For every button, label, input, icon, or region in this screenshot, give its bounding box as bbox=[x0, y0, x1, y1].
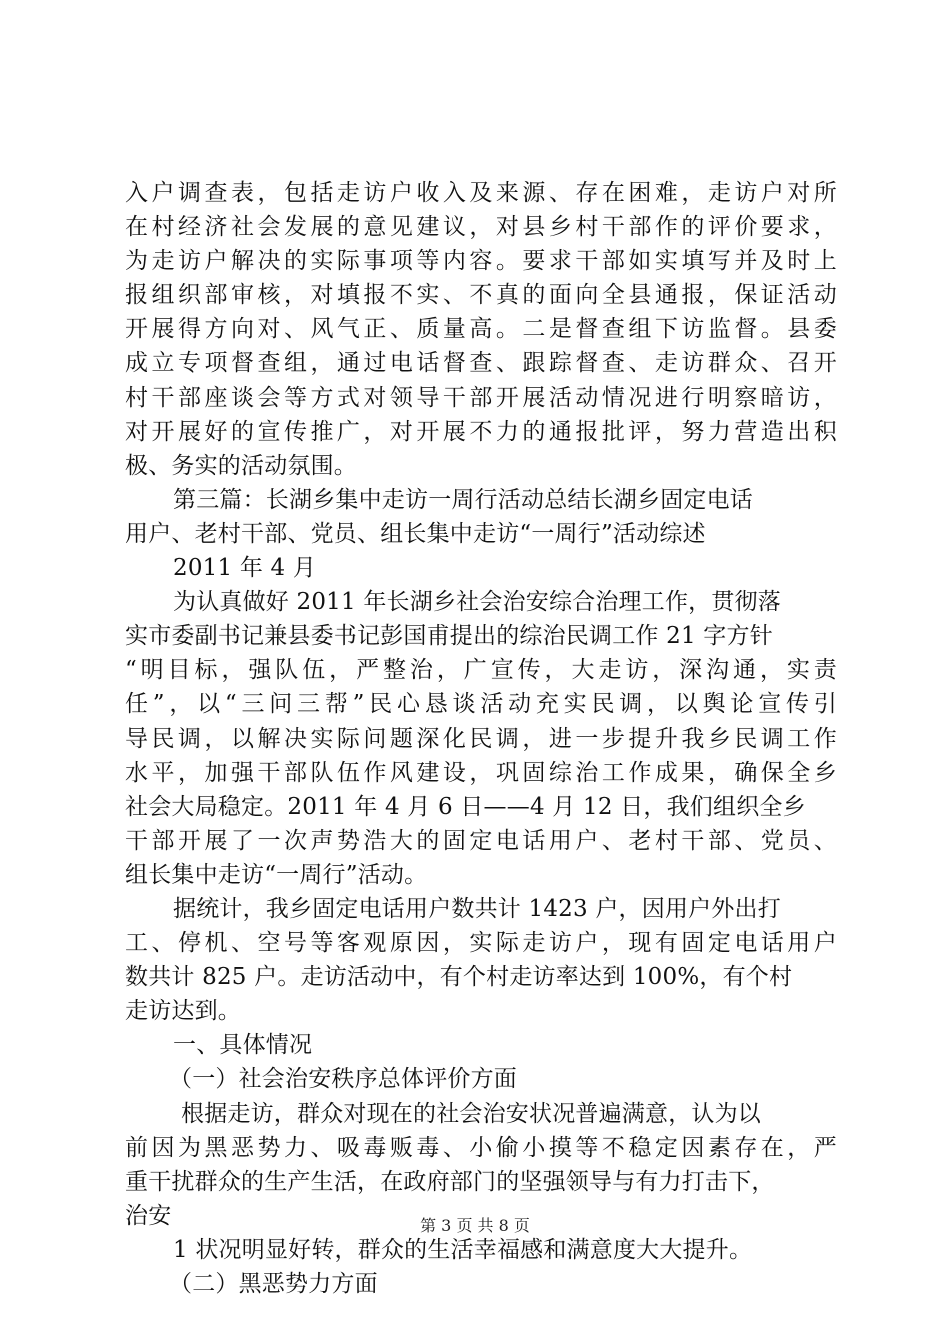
subsection-heading: （一）社会治安秩序总体评价方面 bbox=[169, 1066, 517, 1093]
text-line: 组长集中走访“一周行”活动。 bbox=[125, 861, 428, 888]
text-line: 开展得方向对、风气正、质量高。二是督查组下访监督。县委 bbox=[125, 316, 837, 343]
text-line: 对开展好的宣传推广，对开展不力的通报批评，努力营造出积 bbox=[125, 418, 837, 445]
text-line: 实市委副书记兼县委书记彭国甫提出的综治民调工作 21 字方针 bbox=[125, 623, 773, 650]
text-line: 水平，加强干部队伍作风建设，巩固综治工作成果，确保全乡 bbox=[125, 759, 837, 786]
text-line: 治安 bbox=[125, 1202, 172, 1229]
text-line: 为认真做好 2011 年长湖乡社会治安综合治理工作，贯彻落 bbox=[173, 589, 781, 616]
text-line: 为走访户解决的实际事项等内容。要求干部如实填写并及时上 bbox=[125, 248, 837, 275]
text-line: 1 状况明显好转，群众的生活幸福感和满意度大大提升。 bbox=[173, 1236, 753, 1263]
page-footer: 第 3 页 共 8 页 bbox=[420, 1216, 530, 1235]
text-line: 导民调，以解决实际问题深化民调，进一步提升我乡民调工作 bbox=[125, 725, 837, 752]
text-line: 重干扰群众的生产生活，在政府部门的坚强领导与有力打击下， bbox=[125, 1168, 775, 1195]
date-line: 2011 年 4 月 bbox=[173, 555, 317, 582]
subsection-heading: （二）黑恶势力方面 bbox=[169, 1271, 378, 1297]
text-line: 走访达到。 bbox=[125, 998, 241, 1025]
section-heading: 一、具体情况 bbox=[173, 1032, 313, 1059]
text-line: 数共计 825 户。走访活动中，有个村走访率达到 100%，有个村 bbox=[125, 964, 793, 991]
text-line: 极、务实的活动氛围。 bbox=[125, 452, 357, 479]
text-line: 在村经济社会发展的意见建议，对县乡村干部作的评价要求， bbox=[125, 214, 837, 241]
text-line: 入户调查表，包括走访户收入及来源、存在困难，走访户对所 bbox=[125, 180, 837, 206]
text-line: 社会大局稳定。2011 年 4 月 6 日——4 月 12 日，我们组织全乡 bbox=[125, 793, 806, 820]
text-line: 前因为黑恶势力、吸毒贩毒、小偷小摸等不稳定因素存在，严 bbox=[125, 1134, 837, 1161]
text-line: 据统计，我乡固定电话用户数共计 1423 户，因用户外出打 bbox=[173, 895, 781, 922]
document-body bbox=[125, 176, 837, 1301]
text-line: 工、停机、空号等客观原因，实际走访户，现有固定电话用户 bbox=[125, 930, 837, 957]
section-heading-line: 用户、老村干部、党员、组长集中走访“一周行”活动综述 bbox=[125, 520, 706, 547]
text-line: 成立专项督查组，通过电话督查、跟踪督查、走访群众、召开 bbox=[125, 350, 837, 377]
text-line: 根据走访，群众对现在的社会治安状况普遍满意，认为以 bbox=[181, 1100, 761, 1127]
text-line: 报组织部审核，对填报不实、不真的面向全县通报，保证活动 bbox=[125, 282, 837, 309]
text-line: 任”，以“三问三帮”民心恳谈活动充实民调，以舆论宣传引 bbox=[125, 691, 837, 718]
text-line: 干部开展了一次声势浩大的固定电话用户、老村干部、党员、 bbox=[125, 827, 837, 854]
section-heading-line: 第三篇：长湖乡集中走访一周行活动总结长湖乡固定电话 bbox=[173, 486, 753, 513]
text-line: “明目标，强队伍，严整治，广宣传，大走访，深沟通，实责 bbox=[125, 657, 837, 684]
text-line: 村干部座谈会等方式对领导干部开展活动情况进行明察暗访， bbox=[125, 384, 837, 411]
